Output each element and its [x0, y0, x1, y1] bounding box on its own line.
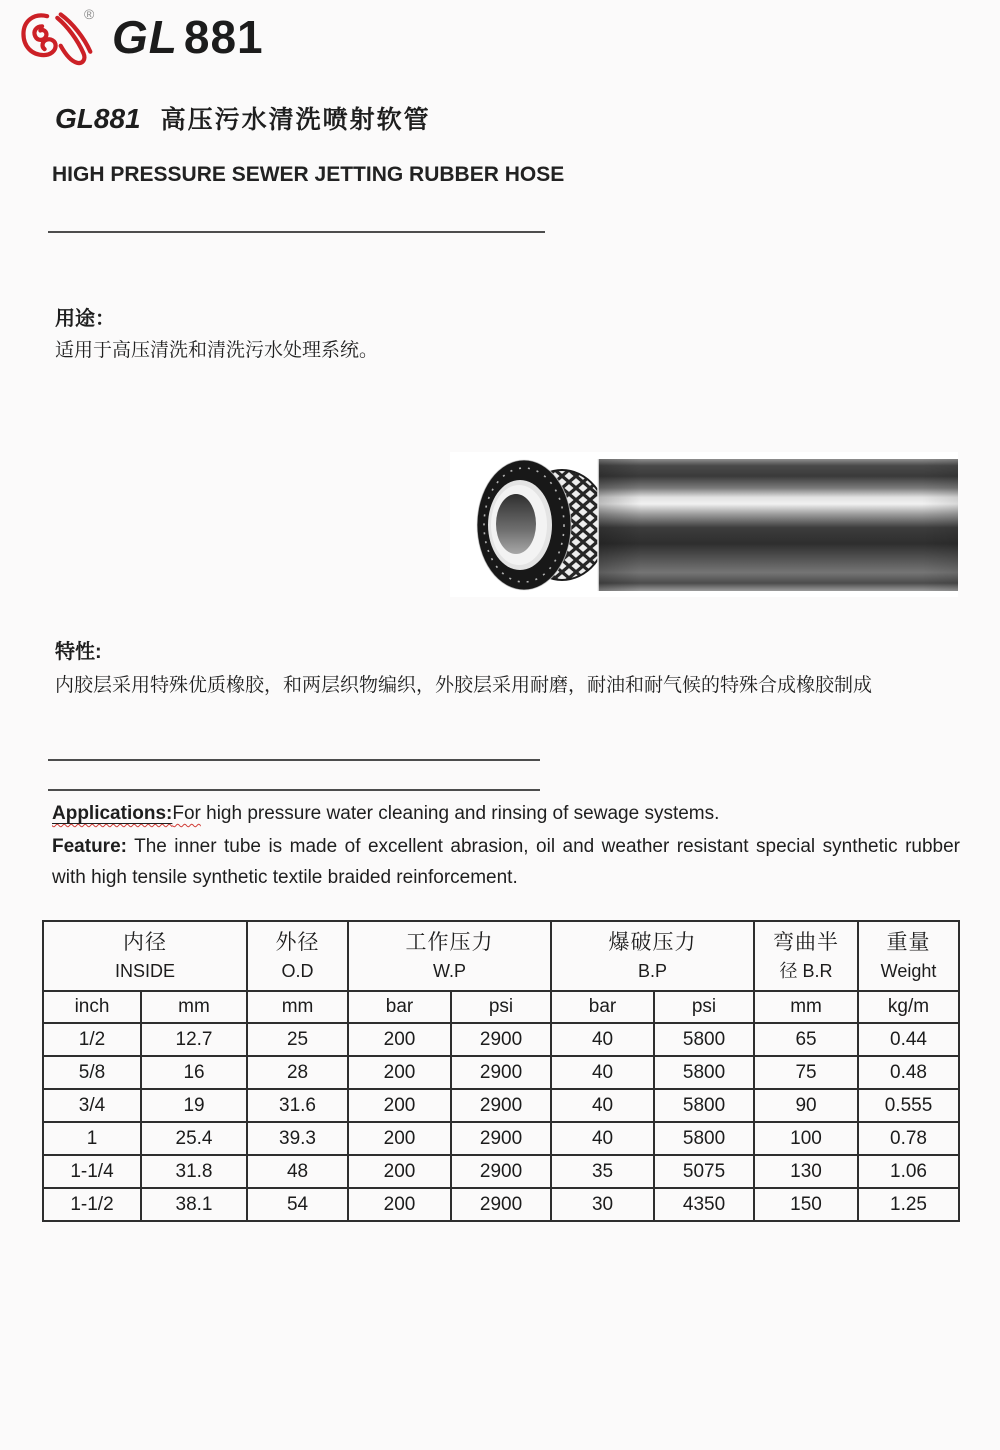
applications-text: high pressure water cleaning and rinsing of sewage systems. [206, 803, 720, 824]
hose-photo [450, 452, 958, 597]
table-cell: 30 [551, 1188, 654, 1221]
applications-label: Applications: [52, 803, 173, 824]
table-units-row [43, 991, 959, 1023]
features-text: 内胶层采用特殊优质橡胶，和两层织物编织，外胶层采用耐磨，耐油和耐气候的特殊合成橡胶制成 [55, 675, 873, 696]
table-cell: 200 [348, 1089, 451, 1122]
table-cell: 12.7 [141, 1023, 247, 1056]
table-cell: 1 [43, 1122, 141, 1155]
registered-mark: ® [84, 6, 95, 22]
unit-cell: psi [451, 991, 551, 1023]
table-cell: 19 [141, 1089, 247, 1122]
table-cell: 1-1/2 [43, 1188, 141, 1221]
table-cell: 0.78 [858, 1122, 959, 1155]
unit-cell: bar [551, 991, 654, 1023]
table-cell: 200 [348, 1023, 451, 1056]
spec-table [42, 920, 960, 1222]
table-cell: 40 [551, 1089, 654, 1122]
product-model: GL881 [55, 103, 141, 134]
table-cell: 1.25 [858, 1188, 959, 1221]
unit-cell: mm [141, 991, 247, 1023]
table-cell: 5800 [654, 1122, 754, 1155]
table-row [43, 1089, 959, 1122]
table-cell: 25 [247, 1023, 348, 1056]
features-label: 特性: [55, 641, 102, 663]
features-section [55, 637, 961, 701]
table-cell: 2900 [451, 1188, 551, 1221]
product-title-zh: 高压污水清洗喷射软管 [160, 106, 431, 134]
feature-label: Feature: [52, 836, 127, 857]
brand-model-number: 881 [183, 11, 264, 63]
table-cell: 40 [551, 1122, 654, 1155]
table-cell: 28 [247, 1056, 348, 1089]
spec-table-body [43, 1023, 959, 1221]
table-cell: 150 [754, 1188, 858, 1221]
unit-cell: bar [348, 991, 451, 1023]
divider-line [48, 231, 545, 233]
table-cell: 54 [247, 1188, 348, 1221]
col-group-bp: 爆破压力 B.P [551, 921, 754, 991]
table-cell: 25.4 [141, 1122, 247, 1155]
table-cell: 40 [551, 1056, 654, 1089]
feature-text: The inner tube is made of excellent abrasion, oil and weather resistant special synthetic rubber with high tensile synthetic textile braided reinforcement. [52, 836, 960, 888]
table-cell: 65 [754, 1023, 858, 1056]
table-row [43, 1155, 959, 1188]
usage-section [55, 304, 378, 366]
product-title-zh-row [55, 100, 431, 136]
table-cell: 3/4 [43, 1089, 141, 1122]
divider-line [48, 789, 540, 791]
table-cell: 5800 [654, 1056, 754, 1089]
table-row [43, 1023, 959, 1056]
table-cell: 4350 [654, 1188, 754, 1221]
table-cell: 31.6 [247, 1089, 348, 1122]
product-title-en: HIGH PRESSURE SEWER JETTING RUBBER HOSE [52, 163, 565, 186]
col-group-od: 外径 O.D [247, 921, 348, 991]
unit-cell: inch [43, 991, 141, 1023]
table-cell: 16 [141, 1056, 247, 1089]
table-cell: 130 [754, 1155, 858, 1188]
table-cell: 5075 [654, 1155, 754, 1188]
table-cell: 5/8 [43, 1056, 141, 1089]
unit-cell: kg/m [858, 991, 959, 1023]
table-cell: 39.3 [247, 1122, 348, 1155]
table-cell: 200 [348, 1122, 451, 1155]
applications-misspell-wrap [52, 803, 201, 824]
table-cell: 35 [551, 1155, 654, 1188]
table-cell: 1-1/4 [43, 1155, 141, 1188]
table-cell: 75 [754, 1056, 858, 1089]
applications-lead: For [172, 803, 201, 824]
table-cell: 1.06 [858, 1155, 959, 1188]
feature-paragraph [52, 831, 960, 893]
table-cell: 2900 [451, 1089, 551, 1122]
unit-cell: mm [247, 991, 348, 1023]
table-cell: 0.555 [858, 1089, 959, 1122]
table-cell: 5800 [654, 1023, 754, 1056]
table-cell: 40 [551, 1023, 654, 1056]
brand-model [112, 10, 264, 64]
table-cell: 0.48 [858, 1056, 959, 1089]
col-group-br: 弯曲半 径 B.R [754, 921, 858, 991]
divider-line [48, 759, 540, 761]
table-cell: 0.44 [858, 1023, 959, 1056]
table-row [43, 1188, 959, 1221]
table-cell: 2900 [451, 1122, 551, 1155]
applications-line [52, 799, 962, 829]
table-cell: 90 [754, 1089, 858, 1122]
table-cell: 2900 [451, 1023, 551, 1056]
col-group-weight: 重量 Weight [858, 921, 959, 991]
table-cell: 200 [348, 1056, 451, 1089]
table-row [43, 1122, 959, 1155]
brand-model-prefix: GL [112, 11, 178, 63]
table-row [43, 1056, 959, 1089]
table-header-group-row [43, 921, 959, 991]
table-cell: 100 [754, 1122, 858, 1155]
col-group-inside: 内径 INSIDE [43, 921, 247, 991]
table-cell: 200 [348, 1155, 451, 1188]
unit-cell: mm [754, 991, 858, 1023]
table-cell: 5800 [654, 1089, 754, 1122]
table-cell: 2900 [451, 1056, 551, 1089]
table-cell: 2900 [451, 1155, 551, 1188]
table-cell: 48 [247, 1155, 348, 1188]
col-group-wp: 工作压力 W.P [348, 921, 551, 991]
usage-label: 用途： [55, 308, 115, 330]
usage-text: 适用于高压清洗和清洗污水处理系统。 [55, 340, 379, 361]
table-cell: 200 [348, 1188, 451, 1221]
table-cell: 38.1 [141, 1188, 247, 1221]
unit-cell: psi [654, 991, 754, 1023]
table-cell: 1/2 [43, 1023, 141, 1056]
table-cell: 31.8 [141, 1155, 247, 1188]
